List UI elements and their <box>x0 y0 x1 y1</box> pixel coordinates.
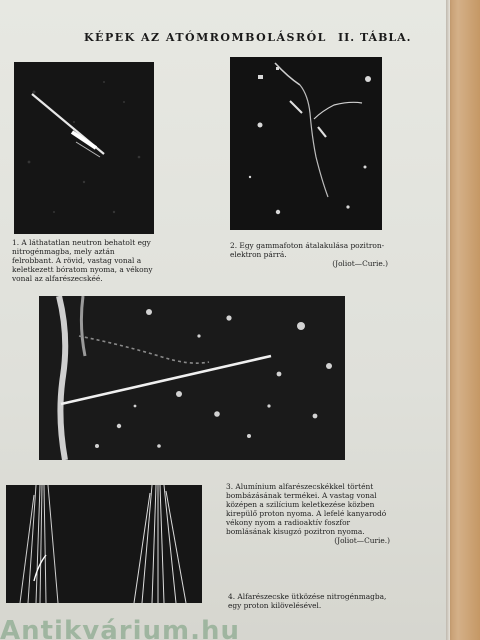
figure-3-photo <box>39 296 345 460</box>
figure-3-credit: (Joliot—Curie.) <box>334 536 390 545</box>
figure-2-photo <box>230 57 382 230</box>
figure-4-number: 4. <box>228 592 236 601</box>
figure-1-text: A láthatatlan neutron behatolt egy nitrogénmagba, mely aztán felrobbant. A rövid, vastag vonal a keletkezett bóratom nyoma, a vékony vonal az alfarészecskéé. <box>12 238 153 283</box>
figure-1-photo <box>14 62 154 234</box>
figure-3-text: Alumínium alfarészecskékkel történt bombázásának termékei. A vastag vonal középen a szilícium keletkezése közben kirepülő proton nyoma. A lefelé kanyarodó vékony nyom a radioaktív foszfor bomlásának kisugzó pozitron nyoma. <box>226 482 387 536</box>
figure-4-photo <box>6 485 202 603</box>
figure-2-text: Egy gammafoton átalakulása pozitron-elektron párrá. <box>230 241 385 259</box>
figure-2-number: 2. <box>230 241 238 250</box>
watermark-text: Antikvárium.hu <box>0 616 240 640</box>
plate-number: II. TÁBLA. <box>338 31 412 44</box>
figure-2-caption <box>230 241 388 268</box>
figure-2-credit: (Joliot—Curie.) <box>332 259 388 268</box>
figure-1-number: 1. <box>12 238 20 247</box>
page-title: KÉPEK AZ ATÓMROMBOLÁSRÓL <box>84 31 327 44</box>
figure-3-number: 3. <box>226 482 234 491</box>
figure-4-text: Alfarészecske ütközése nitrogénmagba, egy proton kilövelésével. <box>228 592 387 610</box>
figure-1-caption <box>12 238 158 283</box>
figure-3-caption <box>226 482 390 545</box>
figure-4-caption <box>228 592 388 610</box>
page-edge <box>446 0 450 640</box>
